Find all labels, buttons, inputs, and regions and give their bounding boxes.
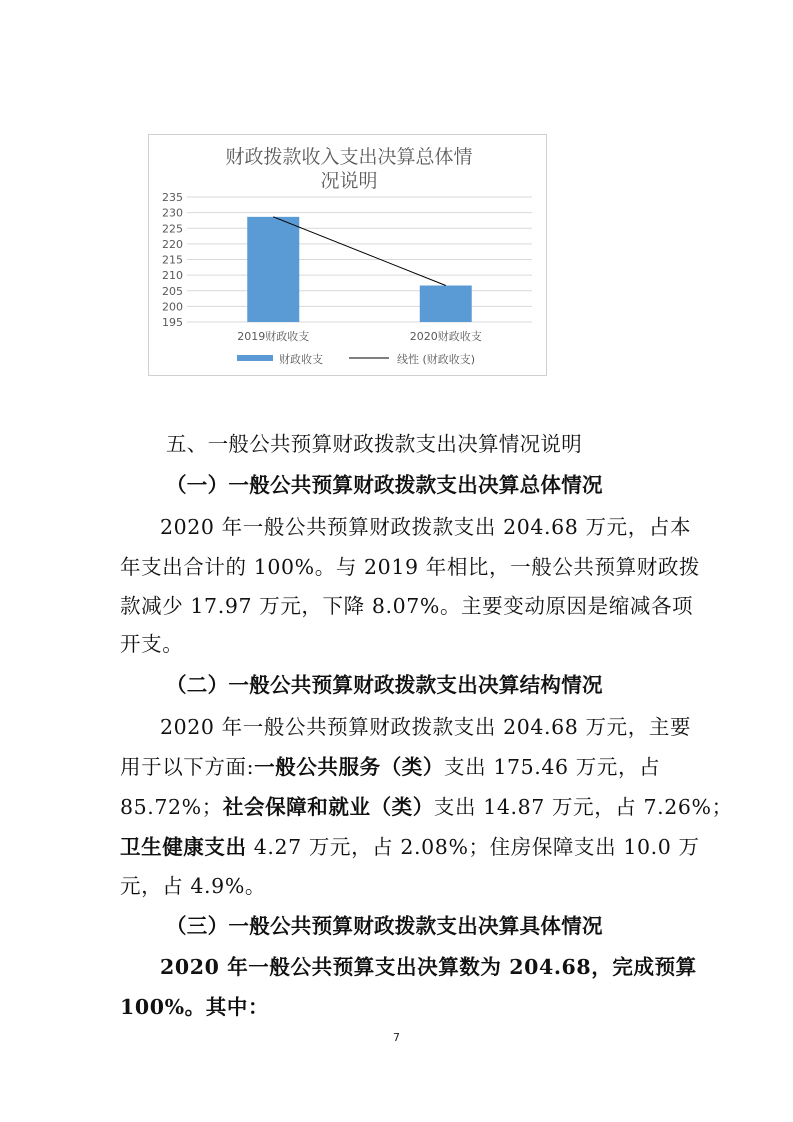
paragraph-1-line-1: 2020 年一般公共预算财政拨款支出 204.68 万元，占本	[160, 515, 692, 539]
page-number: 7	[393, 1031, 400, 1044]
bar-1	[247, 217, 299, 322]
y-tick-label: 210	[162, 269, 183, 283]
chart-svg	[149, 135, 546, 375]
subsection-heading-3: （三）一般公共预算财政拨款支出决算具体情况	[166, 914, 603, 938]
paragraph-2-line-2	[120, 750, 660, 780]
legend-swatch-bars	[237, 355, 273, 361]
budget-chart	[148, 134, 547, 376]
y-tick-label: 220	[162, 237, 183, 251]
paragraph-3-line-2: 100%。其中：	[120, 995, 270, 1019]
subsection-heading-2: （二）一般公共预算财政拨款支出决算结构情况	[166, 673, 603, 697]
paragraph-2-line-1: 2020 年一般公共预算财政拨款支出 204.68 万元，主要	[160, 715, 692, 739]
y-tick-label: 200	[162, 300, 183, 314]
paragraph-2-line-4	[120, 830, 700, 860]
x-tick-label: 2020财政收支	[409, 330, 482, 343]
y-tick-label: 230	[162, 206, 183, 220]
y-tick-label: 195	[162, 316, 183, 329]
p2-line3-emphasis: 社会保障和就业（类）	[222, 795, 434, 819]
paragraph-2-line-5: 元，占 4.9%。	[120, 874, 266, 898]
subsection-heading-1: （一）一般公共预算财政拨款支出决算总体情况	[166, 473, 603, 497]
paragraph-1-line-3: 款减少 17.97 万元，下降 8.07%。主要变动原因是缩减各项	[120, 594, 694, 618]
p2-line2-tail: 支出 175.46 万元，占	[444, 755, 661, 779]
p2-line3-tail: 支出 14.87 万元，占 7.26%；	[433, 795, 733, 819]
section-heading: 五、一般公共预算财政拨款支出决算情况说明	[166, 432, 582, 456]
legend-label-trendline: 线性 (财政收支)	[397, 353, 476, 366]
p2-line3-lead: 85.72%；	[120, 795, 223, 819]
y-tick-label: 235	[162, 191, 183, 204]
y-tick-label: 215	[162, 253, 183, 267]
paragraph-1-line-2: 年支出合计的 100%。与 2019 年相比，一般公共预算财政拨	[120, 555, 701, 579]
y-tick-label: 205	[162, 284, 183, 298]
paragraph-3-line-1: 2020 年一般公共预算支出决算数为 204.68，完成预算	[160, 955, 697, 979]
p2-line2-emphasis: 一般公共服务（类）	[254, 755, 445, 779]
paragraph-2-line-3	[120, 790, 733, 820]
p2-line4-emphasis: 卫生健康支出	[120, 835, 247, 859]
p2-line4-tail: 4.27 万元，占 2.08%；住房保障支出 10.0 万	[246, 835, 700, 859]
y-tick-label: 225	[162, 222, 183, 236]
legend-label-bars: 财政收支	[279, 353, 323, 366]
paragraph-1-line-4: 开支。	[120, 632, 184, 656]
chart-title-line-1: 财政拨款收入支出决算总体情	[225, 146, 473, 168]
bar-2	[420, 286, 472, 323]
chart-title-line-2: 况说明	[320, 170, 378, 192]
x-tick-label: 2019财政收支	[237, 330, 310, 343]
p2-line2-lead: 用于以下方面:	[120, 755, 255, 779]
